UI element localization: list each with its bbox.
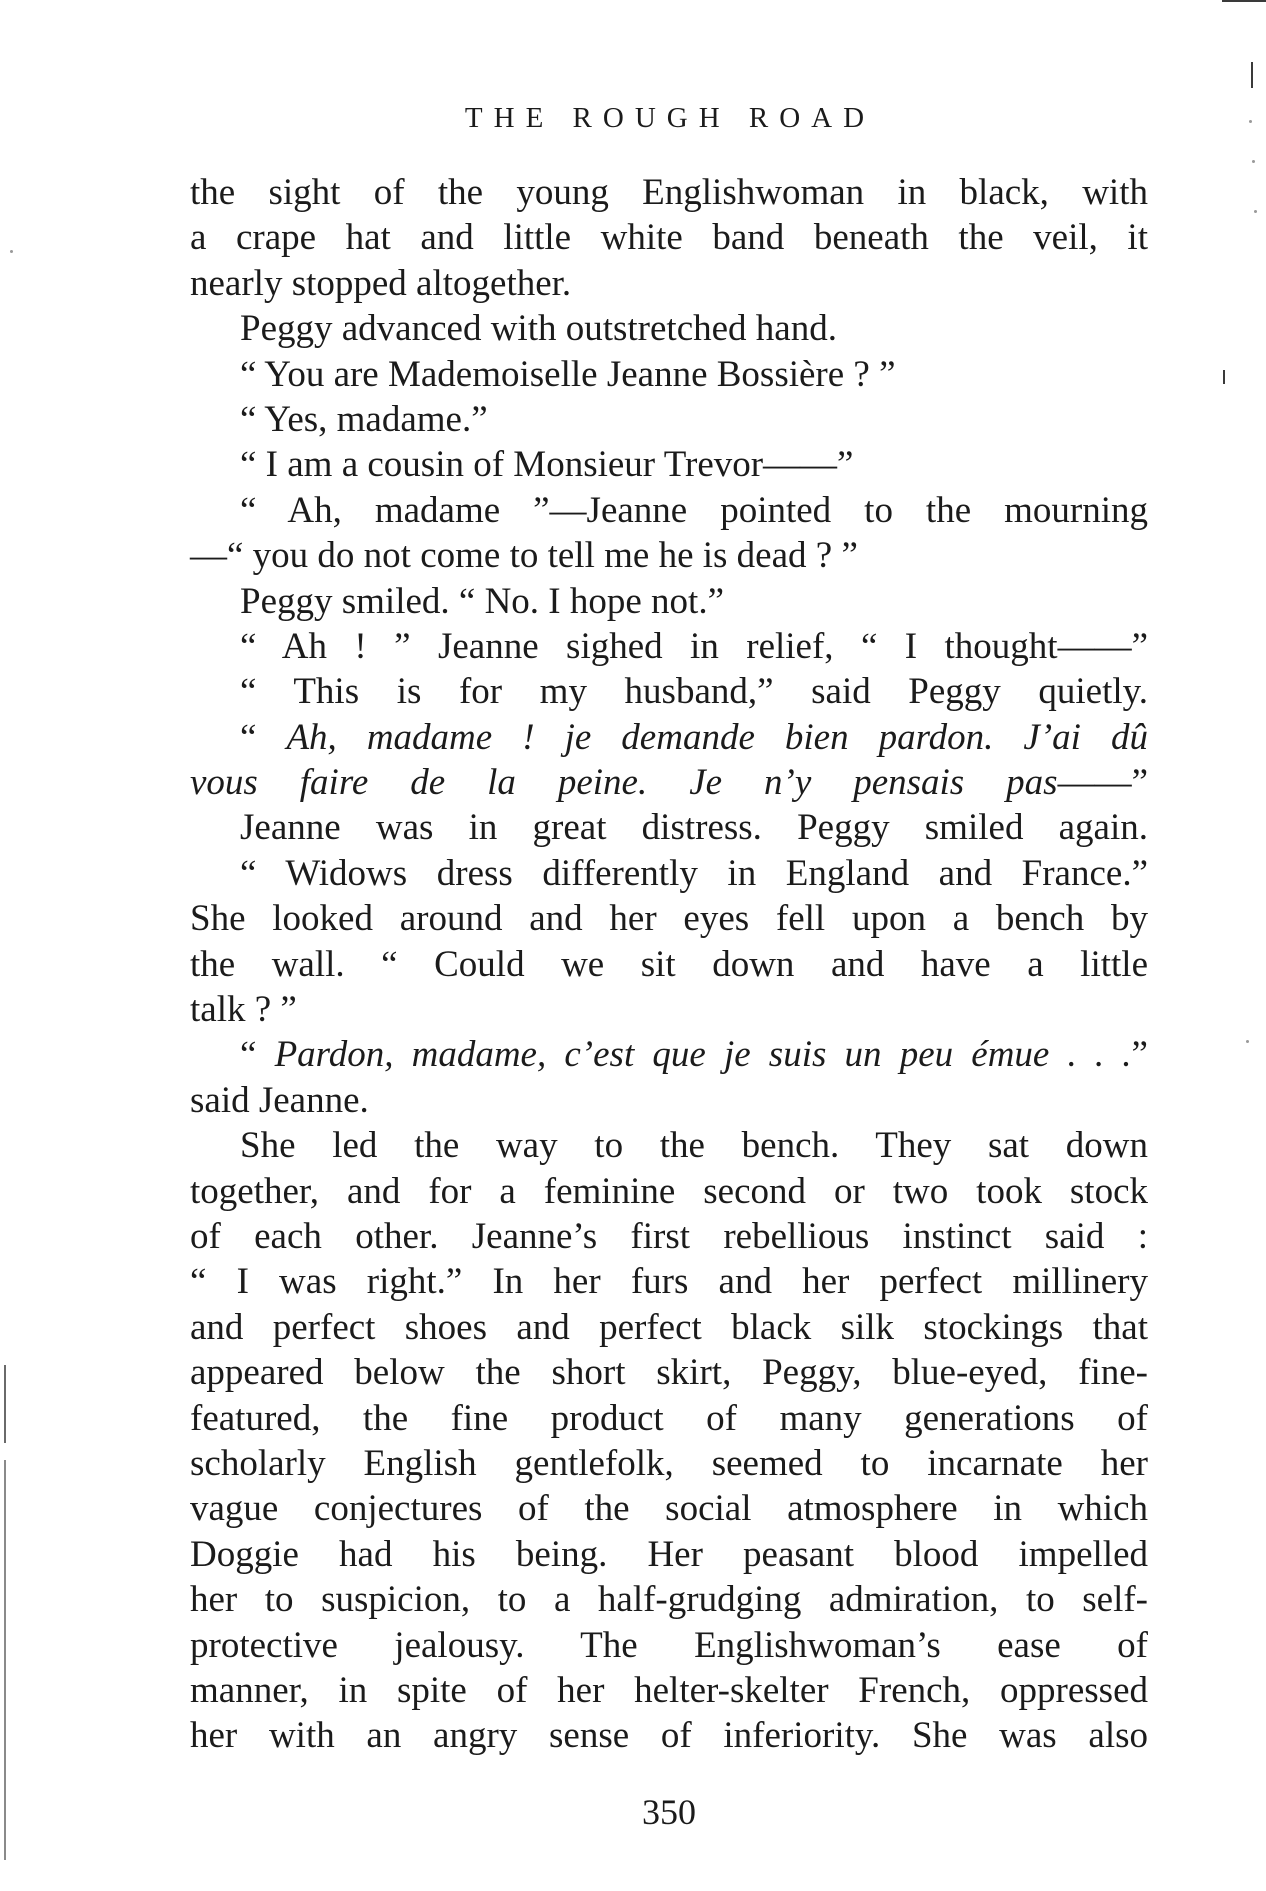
text-line (190, 1214, 1148, 1259)
text-segment: nearly stopped altogether. (190, 262, 572, 304)
text-segment: ” (1131, 1034, 1148, 1076)
text-line (190, 1078, 1148, 1123)
text-segment: scholarly English gentlefolk, seemed to incarnate her (190, 1442, 1148, 1484)
scan-edge-mark (4, 1365, 6, 1443)
text-segment: Doggie had his being. Her peasant blood impelled (190, 1533, 1148, 1575)
text-segment: said Jeanne. (190, 1079, 369, 1121)
text-segment: featured, the fine product of many generations of (190, 1397, 1148, 1439)
scan-speck (10, 250, 13, 253)
text-line (190, 987, 1148, 1032)
text-line (190, 579, 1148, 624)
text-line (190, 1396, 1148, 1441)
text-line (190, 1532, 1148, 1577)
text-segment: together, and for a feminine second or two took stock (190, 1170, 1148, 1212)
text-segment: “ Yes, madame.” (240, 398, 488, 440)
scan-speck (1246, 1040, 1249, 1043)
text-segment: “ You are Mademoiselle Jeanne Bossière ? ” (240, 353, 896, 395)
text-segment: ——” (1057, 762, 1148, 804)
text-line (190, 669, 1148, 714)
scan-speck (1254, 210, 1257, 213)
text-line (190, 1713, 1148, 1758)
text-segment: “ Ah, madame ”—Jeanne pointed to the mourning (240, 489, 1148, 531)
body-text (190, 170, 1148, 1759)
italic-segment: Pardon, madame, c’est que je suis un peu émue . . . (274, 1034, 1132, 1076)
text-line (190, 1623, 1148, 1668)
text-segment: talk ? ” (190, 989, 297, 1031)
text-line (190, 1486, 1148, 1531)
text-segment: vague conjectures of the social atmosphere in which (190, 1488, 1148, 1530)
text-line (190, 1350, 1148, 1395)
text-segment: “ Widows dress differently in England and France.” (240, 852, 1148, 894)
text-segment: “ This is for my husband,” said Peggy quietly. (240, 671, 1148, 713)
text-segment: the sight of the young Englishwoman in black, with (190, 172, 1148, 213)
text-line (190, 1441, 1148, 1486)
text-line (190, 306, 1148, 351)
text-segment: “ I am a cousin of Monsieur Trevor——” (240, 444, 854, 486)
page-number: 350 (642, 1792, 696, 1832)
scan-edge-mark (1251, 62, 1253, 88)
text-segment: her with an angry sense of inferiority. She was also (190, 1715, 1148, 1757)
scan-speck (1252, 160, 1255, 163)
scan-edge-mark (1223, 370, 1225, 384)
running-head: THE ROUGH ROAD (464, 102, 876, 134)
text-line (190, 715, 1148, 760)
text-line (190, 261, 1148, 306)
text-segment: and perfect shoes and perfect black silk stockings that (190, 1306, 1148, 1348)
text-segment: the wall. “ Could we sit down and have a little (190, 943, 1148, 985)
text-segment: Peggy advanced with outstretched hand. (240, 308, 837, 350)
text-line (190, 624, 1148, 669)
text-segment: She led the way to the bench. They sat down (240, 1125, 1148, 1167)
text-line (190, 1169, 1148, 1214)
text-segment: “ (240, 716, 287, 758)
text-line (190, 1305, 1148, 1350)
text-line (190, 1032, 1148, 1077)
text-segment: She looked around and her eyes fell upon a bench by (190, 898, 1148, 940)
scan-speck (1249, 120, 1252, 123)
text-line (190, 896, 1148, 941)
text-line (190, 533, 1148, 578)
text-segment: of each other. Jeanne’s first rebellious instinct said : (190, 1215, 1148, 1257)
scan-edge-mark (4, 1460, 6, 1860)
text-line (190, 170, 1148, 215)
text-line (190, 397, 1148, 442)
text-line (190, 851, 1148, 896)
text-line (190, 1123, 1148, 1168)
text-segment: “ Ah ! ” Jeanne sighed in relief, “ I thought——” (240, 625, 1148, 667)
text-line (190, 442, 1148, 487)
italic-segment: Ah, madame ! je demande bien pardon. J’ai dû (286, 716, 1148, 758)
text-line (190, 488, 1148, 533)
text-line (190, 352, 1148, 397)
text-line (190, 1668, 1148, 1713)
text-segment: manner, in spite of her helter-skelter French, oppressed (190, 1669, 1148, 1711)
text-segment: her to suspicion, to a half-grudging admiration, to self- (190, 1579, 1148, 1621)
text-segment: “ I was right.” In her furs and her perfect millinery (190, 1261, 1148, 1303)
text-segment: Peggy smiled. “ No. I hope not.” (240, 580, 724, 622)
text-segment: “ (240, 1034, 275, 1076)
text-segment: appeared below the short skirt, Peggy, blue-eyed, fine- (190, 1352, 1148, 1394)
scan-edge-mark (1222, 0, 1266, 2)
italic-segment: vous faire de la peine. Je n’y pensais pas (190, 762, 1058, 804)
text-line (190, 1577, 1148, 1622)
text-line (190, 760, 1148, 805)
text-segment: protective jealousy. The Englishwoman’s ease of (190, 1624, 1148, 1666)
text-segment: —“ you do not come to tell me he is dead ? ” (190, 535, 858, 577)
text-line (190, 805, 1148, 850)
text-line (190, 942, 1148, 987)
text-segment: a crape hat and little white band beneath the veil, it (190, 217, 1148, 259)
text-line (190, 215, 1148, 260)
text-line (190, 1259, 1148, 1304)
text-segment: Jeanne was in great distress. Peggy smiled again. (240, 807, 1148, 849)
